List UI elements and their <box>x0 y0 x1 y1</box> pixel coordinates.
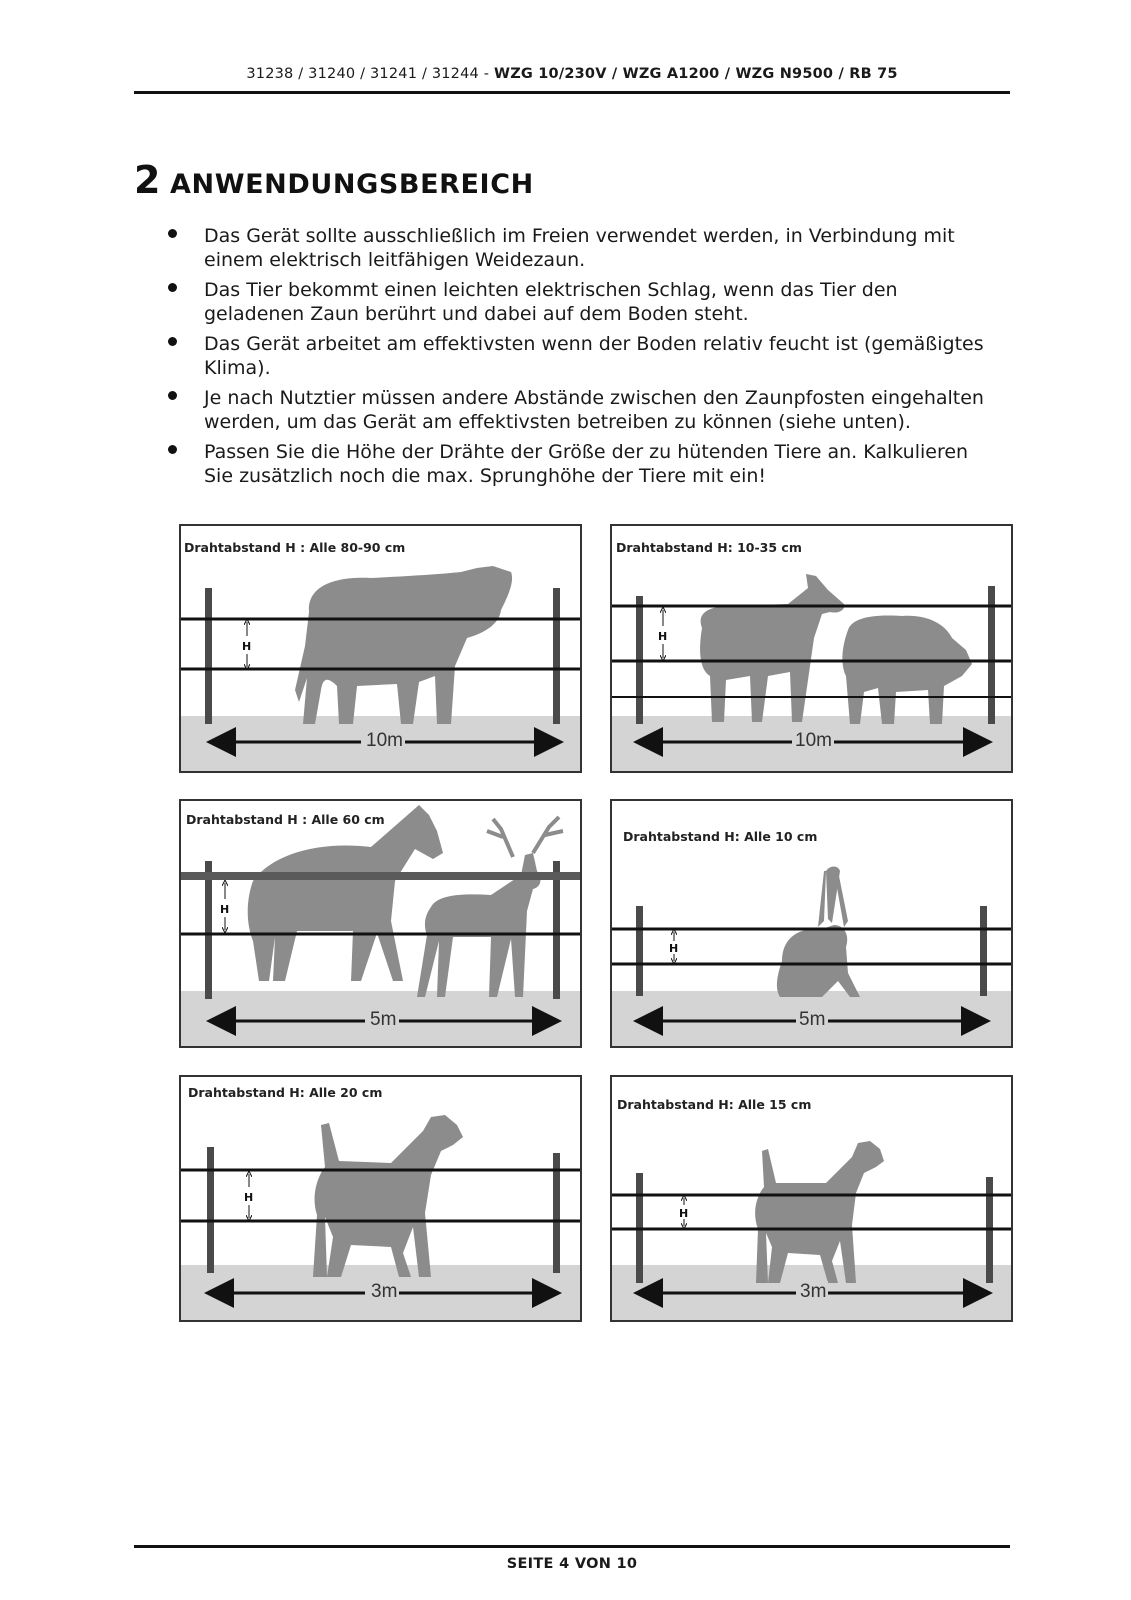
bullet-icon <box>168 337 177 346</box>
dog-silhouette <box>313 1115 463 1277</box>
distance-label: 3m <box>800 1281 827 1302</box>
section-title: ANWENDUNGSBEREICH <box>170 169 534 200</box>
bullet-icon <box>168 445 177 454</box>
bullet-text: Das Gerät sollte ausschließlich im Freien verwendet werden, in Verbindung mit einem elektrisch leitfähigen Weidezaun. <box>204 225 955 271</box>
list-item <box>168 386 988 434</box>
bullet-icon <box>168 229 177 238</box>
svg-text:H: H <box>679 1207 689 1220</box>
panel-caption: Drahtabstand H: Alle 10 cm <box>623 829 818 844</box>
list-item <box>168 224 988 272</box>
panel-caption: Drahtabstand H: Alle 15 cm <box>617 1097 812 1112</box>
distance-label: 5m <box>370 1009 397 1030</box>
horse-and-deer-silhouette <box>248 805 563 997</box>
bullet-text: Passen Sie die Höhe der Drähte der Größe der zu hütenden Tiere an. Kalkulieren Sie zusätzlich noch die max. Sprunghöhe der Tiere mit ein! <box>204 441 969 487</box>
fence-diagram-horse-deer <box>179 799 582 1048</box>
svg-text:H: H <box>244 1191 254 1204</box>
section-heading <box>134 158 534 202</box>
fence-diagram-small-dog <box>610 1075 1013 1322</box>
page-number: SEITE 4 VON 10 <box>506 1556 638 1572</box>
fence-diagram-dog <box>179 1075 582 1322</box>
list-item <box>168 440 988 488</box>
panel-caption: Drahtabstand H: Alle 20 cm <box>188 1085 383 1100</box>
bullet-text: Das Tier bekommt einen leichten elektrischen Schlag, wenn das Tier den geladenen Zaun berührt und dabei auf dem Boden steht. <box>204 279 898 325</box>
bullet-icon <box>168 391 177 400</box>
small-dog-silhouette <box>755 1141 884 1283</box>
page-header <box>134 66 1010 82</box>
bullet-list <box>168 224 988 494</box>
header-models: 31238 / 31240 / 31241 / 31244 - <box>246 66 495 82</box>
panel-caption: Drahtabstand H : Alle 80-90 cm <box>184 540 406 555</box>
fence-diagram-goat-pig <box>610 524 1013 773</box>
bullet-text: Je nach Nutztier müssen andere Abstände zwischen den Zaunpfosten eingehalten werden, um das Gerät am effektivsten betreiben zu können (siehe unten). <box>204 387 984 433</box>
distance-label: 10m <box>366 730 403 751</box>
bullet-icon <box>168 283 177 292</box>
svg-text:H: H <box>658 630 668 643</box>
distance-label: 5m <box>799 1009 826 1030</box>
distance-label: 3m <box>371 1281 398 1302</box>
svg-text:H: H <box>220 903 230 916</box>
cow-silhouette <box>295 566 512 724</box>
bullet-text: Das Gerät arbeitet am effektivsten wenn der Boden relativ feucht ist (gemäßigtes Klima). <box>204 333 984 379</box>
list-item <box>168 332 988 380</box>
list-item <box>168 278 988 326</box>
header-rule <box>134 91 1010 94</box>
rabbit-silhouette <box>777 867 860 998</box>
fence-diagram-rabbit <box>610 799 1013 1048</box>
panel-caption: Drahtabstand H: 10-35 cm <box>616 540 802 555</box>
header-devices: WZG 10/230V / WZG A1200 / WZG N9500 / RB 75 <box>494 66 898 82</box>
goat-and-pig-silhouette <box>700 574 972 724</box>
distance-label: 10m <box>795 730 832 751</box>
fence-diagram-cow <box>179 524 582 773</box>
footer-rule <box>134 1545 1010 1548</box>
svg-text:H: H <box>669 942 679 955</box>
section-number: 2 <box>134 158 161 202</box>
svg-text:H: H <box>242 640 252 653</box>
panel-caption: Drahtabstand H : Alle 60 cm <box>186 812 385 827</box>
